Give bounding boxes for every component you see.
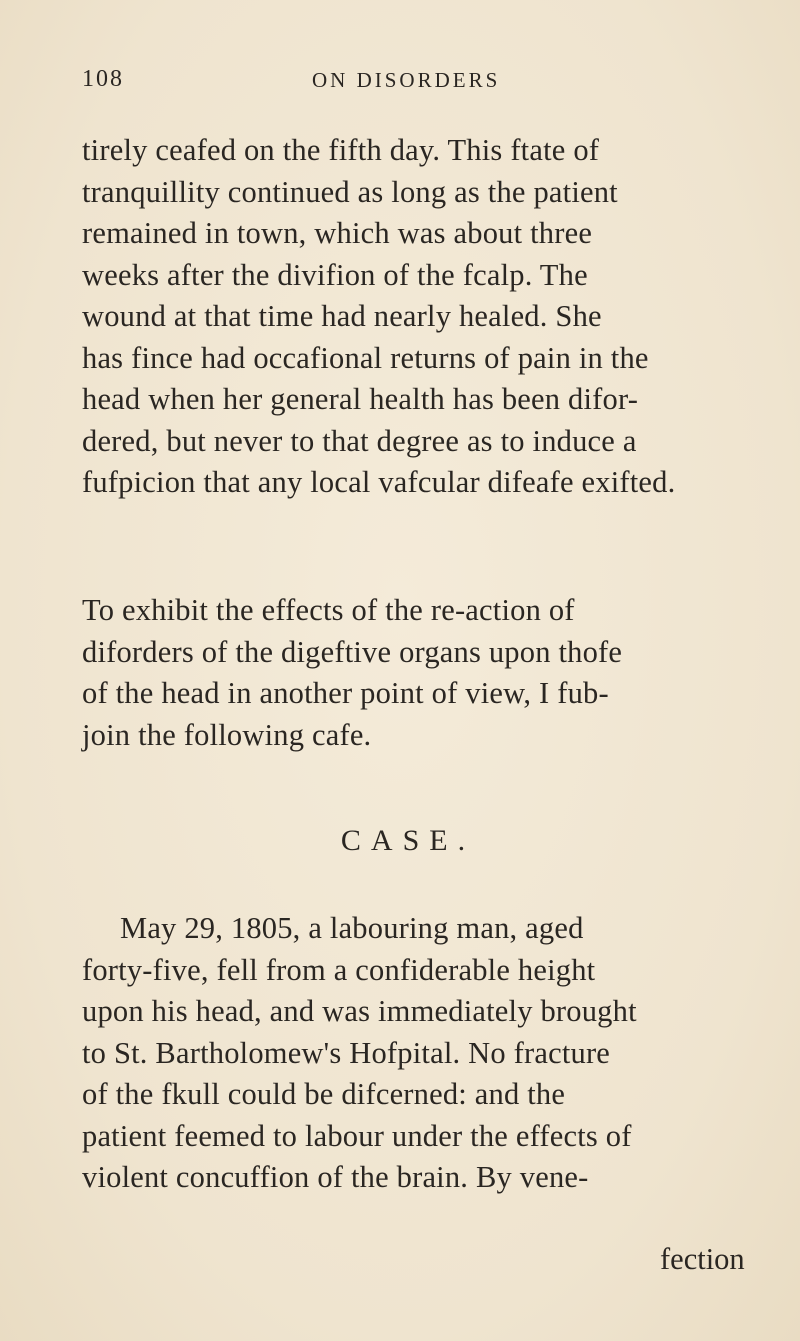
- text-line: tranquillity continued as long as the patient: [82, 174, 618, 209]
- text-line: violent concuffion of the brain. By vene-: [82, 1160, 589, 1194]
- text-line: tirely ceafed on the fifth day. This ftate of: [82, 133, 600, 167]
- paragraph-2: [82, 590, 766, 756]
- text-line: To exhibit the effects of the re-action of: [82, 593, 575, 627]
- text-line: has fince had occafional returns of pain in the: [82, 340, 649, 375]
- catchword: fection: [660, 1242, 745, 1276]
- text-line: weeks after the divifion of the fcalp. The: [82, 257, 588, 292]
- text-line: to St. Bartholomew's Hofpital. No fracture: [82, 1035, 611, 1070]
- text-line: wound at that time had nearly healed. She: [82, 299, 602, 333]
- paragraph-1: [82, 130, 766, 504]
- text-line: forty-five, fell from a confiderable height: [82, 952, 596, 987]
- text-line: patient feemed to labour under the effects of: [82, 1118, 632, 1153]
- case-heading: CASE.: [340, 824, 476, 857]
- text-line: of the head in another point of view, I fub-: [82, 676, 609, 710]
- paragraph-3: [82, 908, 766, 1199]
- text-line: join the following cafe.: [82, 717, 372, 752]
- text-line: remained in town, which was about three: [82, 216, 593, 250]
- text-line: fufpicion that any local vafcular difeafe exifted.: [82, 465, 676, 499]
- text-line: diforders of the digeftive organs upon thofe: [82, 634, 623, 669]
- text-line: of the fkull could be difcerned: and the: [82, 1077, 566, 1111]
- page-header: [82, 66, 762, 96]
- text-line: head when her general health has been difor-: [82, 382, 639, 416]
- page-number: 108: [82, 66, 124, 92]
- text-line: upon his head, and was immediately brought: [82, 994, 637, 1028]
- text-line: May 29, 1805, a labouring man, aged: [120, 911, 584, 945]
- text-line: dered, but never to that degree as to induce a: [82, 423, 637, 458]
- running-head: ON DISORDERS: [312, 68, 501, 92]
